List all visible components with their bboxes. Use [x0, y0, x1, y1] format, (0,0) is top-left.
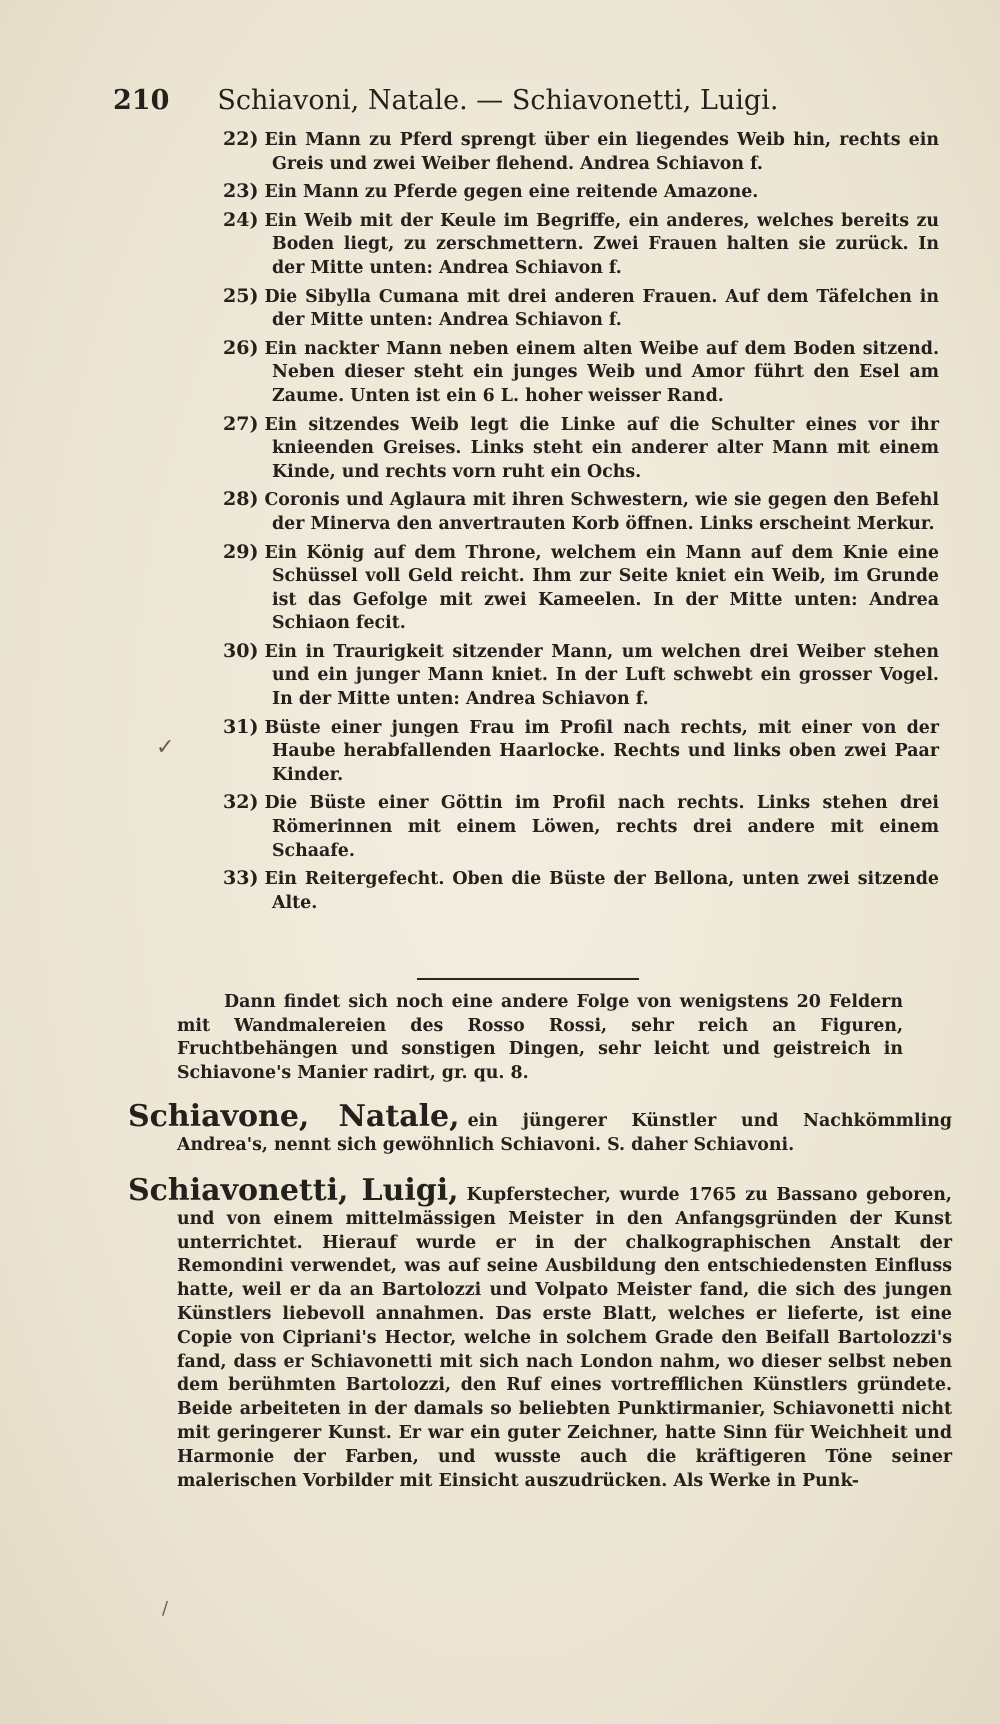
entry-text: Ein Reitergefecht. Oben die Büste der Bellona, unten zwei sitzende Alte.: [264, 869, 939, 913]
catalogue-entry: [223, 180, 939, 205]
entry-text: Ein in Traurigkeit sitzender Mann, um welchen drei Weiber stehen und ein junger Mann kniet. In der Luft schwebt ein grosser Vogel. In der Mitte unten: Andrea Schiavon f.: [264, 641, 939, 710]
pencil-mark: ✓: [156, 735, 175, 760]
running-header: [113, 78, 893, 124]
catalogue-entry: [223, 791, 939, 863]
body-paragraph: Dann findet sich noch eine andere Folge von wenigstens 20 Feldern mit Wandmalereien des Rosso Rossi, sehr reich an Figuren, Fruchtbehängen und sonstigen Dingen, sehr leicht und geistreich in Schiavone's Manier radirt, gr. qu. 8.: [177, 992, 903, 1083]
page-number: 210: [113, 85, 170, 116]
artist-name: Schiavonetti, Luigi,: [128, 1173, 459, 1208]
entry-number: 22): [223, 128, 259, 150]
entry-text: Coronis und Aglaura mit ihren Schwestern, wie sie gegen den Befehl der Minerva den anvertrauten Korb öffnen. Links erscheint Merkur.: [264, 490, 939, 534]
entry-number: 29): [223, 540, 259, 563]
artist-entry: [128, 1173, 952, 1493]
entry-number: 30): [223, 639, 259, 662]
entry-text: Die Büste einer Göttin im Profil nach rechts. Links stehen drei Römerinnen mit einem Löwen, rechts drei andere mit einem Schaafe.: [264, 793, 939, 861]
artist-text: Kupferstecher, wurde 1765 zu Bassano geboren, und von einem mittelmässigen Meister in den Anfangsgründen der Kunst unterrichtet. Hierauf wurde er in der chalkographischen Anstalt der Remondini verwendet, was auf seine Ausbildung den entschiedensten Einfluss hatte, weil er da an Bartolozzi und Volpato Meister fand, die sich des jungen Künstlers liebevoll annahmen. Das erste Blatt, welches er lieferte, ist eine Copie von Cipriani's Hector, welche in solchem Grade den Beifall Bartolozzi's fand, dass er Schiavonetti mit sich nach London nahm, wo dieser selbst neben dem berühmten Bartolozzi, den Ruf eines vortrefflichen Künstlers gründete. Beide arbeiteten in der damals so beliebten Punktirmanier, Schiavonetti nicht mit geringerer Kunst. Er war ein guter Zeichner, hatte Sinn für Weichheit und Harmonie der Farben, und wusste auch die kräftigeren Töne seiner malerischen Vorbilder mit Einsicht auszudrücken. Als Werke in Punk-: [177, 1185, 952, 1491]
entry-text: Ein König auf dem Throne, welchem ein Mann auf dem Knie eine Schüssel voll Geld reicht. Ihm zur Seite kniet ein Weib, im Grunde ist das Gefolge mit zwei Kameelen. In der Mitte unten: Andrea Schiaon fecit.: [264, 542, 939, 634]
section-divider: [417, 978, 639, 980]
artist-name: Schiavone, Natale,: [128, 1099, 460, 1134]
artist-text: ein jüngerer Künstler und Nachkömmling Andrea's, nennt sich gewöhnlich Schiavoni. S. daher Schiavoni.: [177, 1111, 953, 1155]
entry-number: 28): [223, 488, 259, 511]
catalogue-entry: [223, 209, 939, 281]
entry-number: 33): [223, 867, 259, 890]
entry-text: Büste einer jungen Frau im Profil nach rechts, mit einer von der Haube herabfallenden Haarlocke. Rechts und links oben zwei Paar Kinder.: [264, 717, 939, 785]
entry-text: Ein sitzendes Weib legt die Linke auf die Schulter eines vor ihr knieenden Greises. Links steht ein anderer alter Mann mit einem Kinde, und rechts vorn ruht ein Ochs.: [264, 414, 939, 482]
catalogue-entry: [223, 640, 939, 712]
entry-text: Ein Weib mit der Keule im Begriffe, ein anderes, welches bereits zu Boden liegt, zu zerschmettern. Zwei Frauen halten sie zurück. In der Mitte unten: Andrea Schiavon f.: [264, 210, 939, 278]
entry-text: Ein nackter Mann neben einem alten Weibe auf dem Boden sitzend. Neben dieser steht ein junges Weib und Amor führt den Esel am Zaume. Unten ist ein 6 L. hoher weisser Rand.: [264, 338, 939, 406]
catalogue-entry: [223, 716, 939, 788]
entry-text: Die Sibylla Cumana mit drei anderen Frauen. Auf dem Täfelchen in der Mitte unten: Andrea Schiavon f.: [264, 286, 939, 331]
catalogue-entry: [223, 413, 939, 485]
entry-text: Ein Mann zu Pferd sprengt über ein liegendes Weib hin, rechts ein Greis und zwei Weiber flehend. Andrea Schiavon f.: [264, 130, 939, 174]
entry-number: 31): [223, 715, 259, 738]
artist-entry: [128, 1099, 953, 1158]
entry-number: 32): [223, 791, 259, 814]
catalogue-entry: [223, 541, 939, 636]
running-title: Schiavoni, Natale. — Schiavonetti, Luigi.: [217, 85, 779, 116]
entry-number: 25): [223, 284, 259, 307]
pencil-mark: /: [162, 1598, 169, 1619]
entry-number: 26): [223, 336, 259, 359]
catalogue-entries: [223, 128, 939, 919]
catalogue-entry: [223, 488, 939, 536]
entry-number: 23): [223, 180, 259, 203]
entry-number: 27): [223, 412, 259, 435]
entry-number: 24): [223, 208, 259, 231]
entry-text: Ein Mann zu Pferde gegen eine reitende Amazone.: [264, 182, 759, 203]
catalogue-entry: [223, 128, 939, 176]
catalogue-entry: [223, 337, 939, 409]
catalogue-entry: [223, 285, 939, 333]
catalogue-entry: [223, 867, 939, 915]
